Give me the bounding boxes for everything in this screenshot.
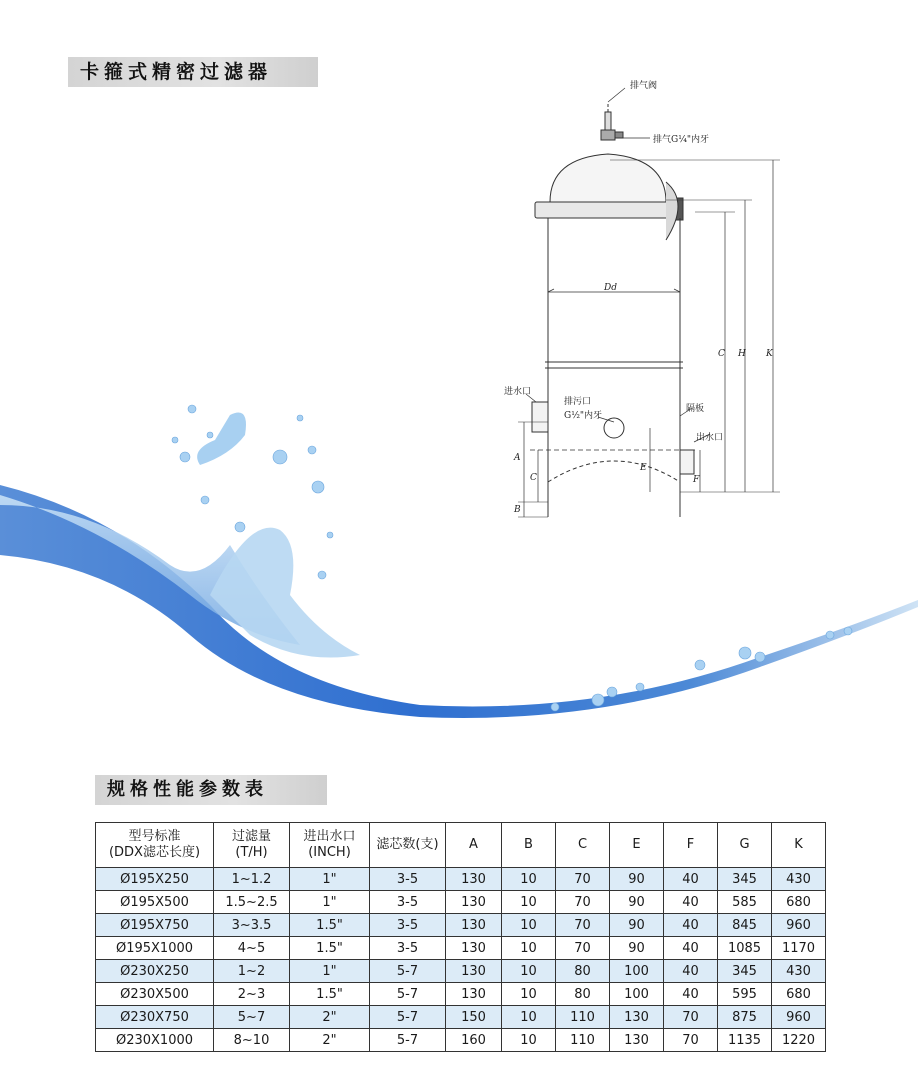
table-cell: 8~10 (214, 1029, 290, 1052)
table-cell: 130 (610, 1006, 664, 1029)
table-cell: 585 (718, 891, 772, 914)
exhaust-thread-label: 排气G¼"内牙 (653, 135, 710, 145)
table-cell: 100 (610, 983, 664, 1006)
spec-table-title: 规格性能参数表 (95, 775, 327, 805)
dim-a-label: A (514, 453, 521, 463)
table-cell: 345 (718, 960, 772, 983)
clamp-flange (535, 202, 673, 218)
table-cell: Ø230X1000 (96, 1029, 214, 1052)
table-cell: 845 (718, 914, 772, 937)
table-cell: 1.5" (290, 937, 370, 960)
spec-table (95, 822, 826, 1052)
column-header-text: B (524, 837, 533, 852)
table-cell: 1220 (772, 1029, 826, 1052)
column-header (610, 823, 664, 868)
table-cell: 960 (772, 1006, 826, 1029)
column-header (370, 823, 446, 868)
table-cell: 10 (502, 914, 556, 937)
table-cell: 430 (772, 960, 826, 983)
table-cell: 70 (664, 1006, 718, 1029)
table-cell: 345 (718, 868, 772, 891)
table-row (96, 960, 826, 983)
table-cell: 5-7 (370, 1006, 446, 1029)
column-header (96, 823, 214, 868)
table-cell: 40 (664, 914, 718, 937)
table-cell: 5~7 (214, 1006, 290, 1029)
table-row (96, 914, 826, 937)
table-cell: 3-5 (370, 868, 446, 891)
table-cell: 680 (772, 891, 826, 914)
table-cell: 90 (610, 937, 664, 960)
column-header (718, 823, 772, 868)
table-cell: 10 (502, 1006, 556, 1029)
page-title: 卡箍式精密过滤器 (68, 57, 318, 87)
table-cell: 80 (556, 983, 610, 1006)
table-cell: 130 (446, 983, 502, 1006)
column-header (446, 823, 502, 868)
table-cell: 4~5 (214, 937, 290, 960)
column-header-text: 滤芯数(支) (376, 837, 439, 852)
table-row (96, 1006, 826, 1029)
table-cell: 1135 (718, 1029, 772, 1052)
table-cell: Ø230X250 (96, 960, 214, 983)
table-cell: 70 (556, 937, 610, 960)
table-cell: 595 (718, 983, 772, 1006)
table-header-row (96, 823, 826, 868)
table-cell: 110 (556, 1006, 610, 1029)
table-cell: 1.5" (290, 914, 370, 937)
table-cell: 430 (772, 868, 826, 891)
column-header (502, 823, 556, 868)
inlet-label: 进水口 (504, 387, 532, 397)
table-cell: 160 (446, 1029, 502, 1052)
dim-c-left-label: C (530, 473, 537, 483)
table-cell: 680 (772, 983, 826, 1006)
table-row (96, 937, 826, 960)
table-cell: 5-7 (370, 1029, 446, 1052)
table-cell: 1085 (718, 937, 772, 960)
column-header-text: 过滤量 (231, 829, 271, 844)
column-header-text: (INCH) (308, 845, 351, 860)
table-cell: 90 (610, 891, 664, 914)
table-cell: 10 (502, 868, 556, 891)
dim-c-label: C (718, 349, 725, 359)
table-cell: 2" (290, 1029, 370, 1052)
drain-label: 排污口 (564, 397, 592, 407)
table-cell: 3-5 (370, 937, 446, 960)
table-cell: 70 (556, 914, 610, 937)
table-cell: 3~3.5 (214, 914, 290, 937)
table-cell: 40 (664, 960, 718, 983)
column-header-text: K (794, 837, 803, 852)
table-cell: 1.5" (290, 983, 370, 1006)
table-cell: 40 (664, 868, 718, 891)
table-row (96, 1029, 826, 1052)
table-cell: 1170 (772, 937, 826, 960)
column-header (556, 823, 610, 868)
column-header-text: C (577, 837, 588, 852)
table-cell: 130 (446, 891, 502, 914)
table-row (96, 868, 826, 891)
column-header-text: 进出水口 (303, 829, 356, 844)
table-row (96, 891, 826, 914)
table-cell: 5-7 (370, 983, 446, 1006)
dim-b-label: B (514, 505, 521, 515)
table-cell: 1~1.2 (214, 868, 290, 891)
table-cell: Ø195X1000 (96, 937, 214, 960)
table-cell: 80 (556, 960, 610, 983)
table-cell: 10 (502, 960, 556, 983)
table-cell: 1.5~2.5 (214, 891, 290, 914)
table-cell: Ø230X500 (96, 983, 214, 1006)
table-cell: 3-5 (370, 891, 446, 914)
table-cell: 875 (718, 1006, 772, 1029)
table-cell: 10 (502, 937, 556, 960)
dim-dd-label: Dd (604, 283, 617, 293)
table-cell: 150 (446, 1006, 502, 1029)
column-header-text: (T/H) (235, 845, 268, 860)
table-cell: 40 (664, 983, 718, 1006)
table-cell: 40 (664, 891, 718, 914)
table-cell: 2" (290, 1006, 370, 1029)
table-cell: 960 (772, 914, 826, 937)
table-cell: 10 (502, 891, 556, 914)
table-cell: 3-5 (370, 914, 446, 937)
table-cell: 130 (446, 937, 502, 960)
table-cell: 5-7 (370, 960, 446, 983)
table-cell: Ø195X500 (96, 891, 214, 914)
table-cell: 10 (502, 1029, 556, 1052)
table-cell: Ø195X250 (96, 868, 214, 891)
table-cell: 110 (556, 1029, 610, 1052)
table-cell: 130 (446, 960, 502, 983)
partition-label: 隔板 (686, 404, 705, 414)
column-header-text: 型号标准 (128, 829, 181, 844)
table-cell: 2~3 (214, 983, 290, 1006)
column-header-text: A (469, 837, 478, 852)
table-cell: 1" (290, 960, 370, 983)
table-cell: Ø195X750 (96, 914, 214, 937)
table-cell: 70 (664, 1029, 718, 1052)
column-header-text: F (686, 837, 695, 852)
outlet-label: 出水口 (696, 433, 724, 443)
dim-h-label: H (738, 349, 746, 359)
table-cell: Ø230X750 (96, 1006, 214, 1029)
table-cell: 70 (556, 891, 610, 914)
column-header (290, 823, 370, 868)
table-cell: 130 (610, 1029, 664, 1052)
table-cell: 90 (610, 914, 664, 937)
table-cell: 1~2 (214, 960, 290, 983)
table-row (96, 983, 826, 1006)
dim-f-label: F (693, 475, 700, 485)
dim-e-label: E (640, 463, 647, 473)
column-header-text: E (632, 837, 641, 852)
drain-thread-label: G½"内牙 (564, 411, 603, 421)
table-cell: 100 (610, 960, 664, 983)
column-header (664, 823, 718, 868)
table-cell: 130 (446, 868, 502, 891)
exhaust-valve-label: 排气阀 (630, 81, 658, 91)
table-cell: 10 (502, 983, 556, 1006)
column-header (214, 823, 290, 868)
column-header-text: (DDX滤芯长度) (108, 845, 201, 860)
table-cell: 90 (610, 868, 664, 891)
table-cell: 1" (290, 868, 370, 891)
table-cell: 40 (664, 937, 718, 960)
table-cell: 70 (556, 868, 610, 891)
column-header (772, 823, 826, 868)
dim-k-label: K (766, 349, 773, 359)
table-cell: 1" (290, 891, 370, 914)
column-header-text: G (739, 837, 750, 852)
table-cell: 130 (446, 914, 502, 937)
water-splash-image (0, 395, 920, 735)
